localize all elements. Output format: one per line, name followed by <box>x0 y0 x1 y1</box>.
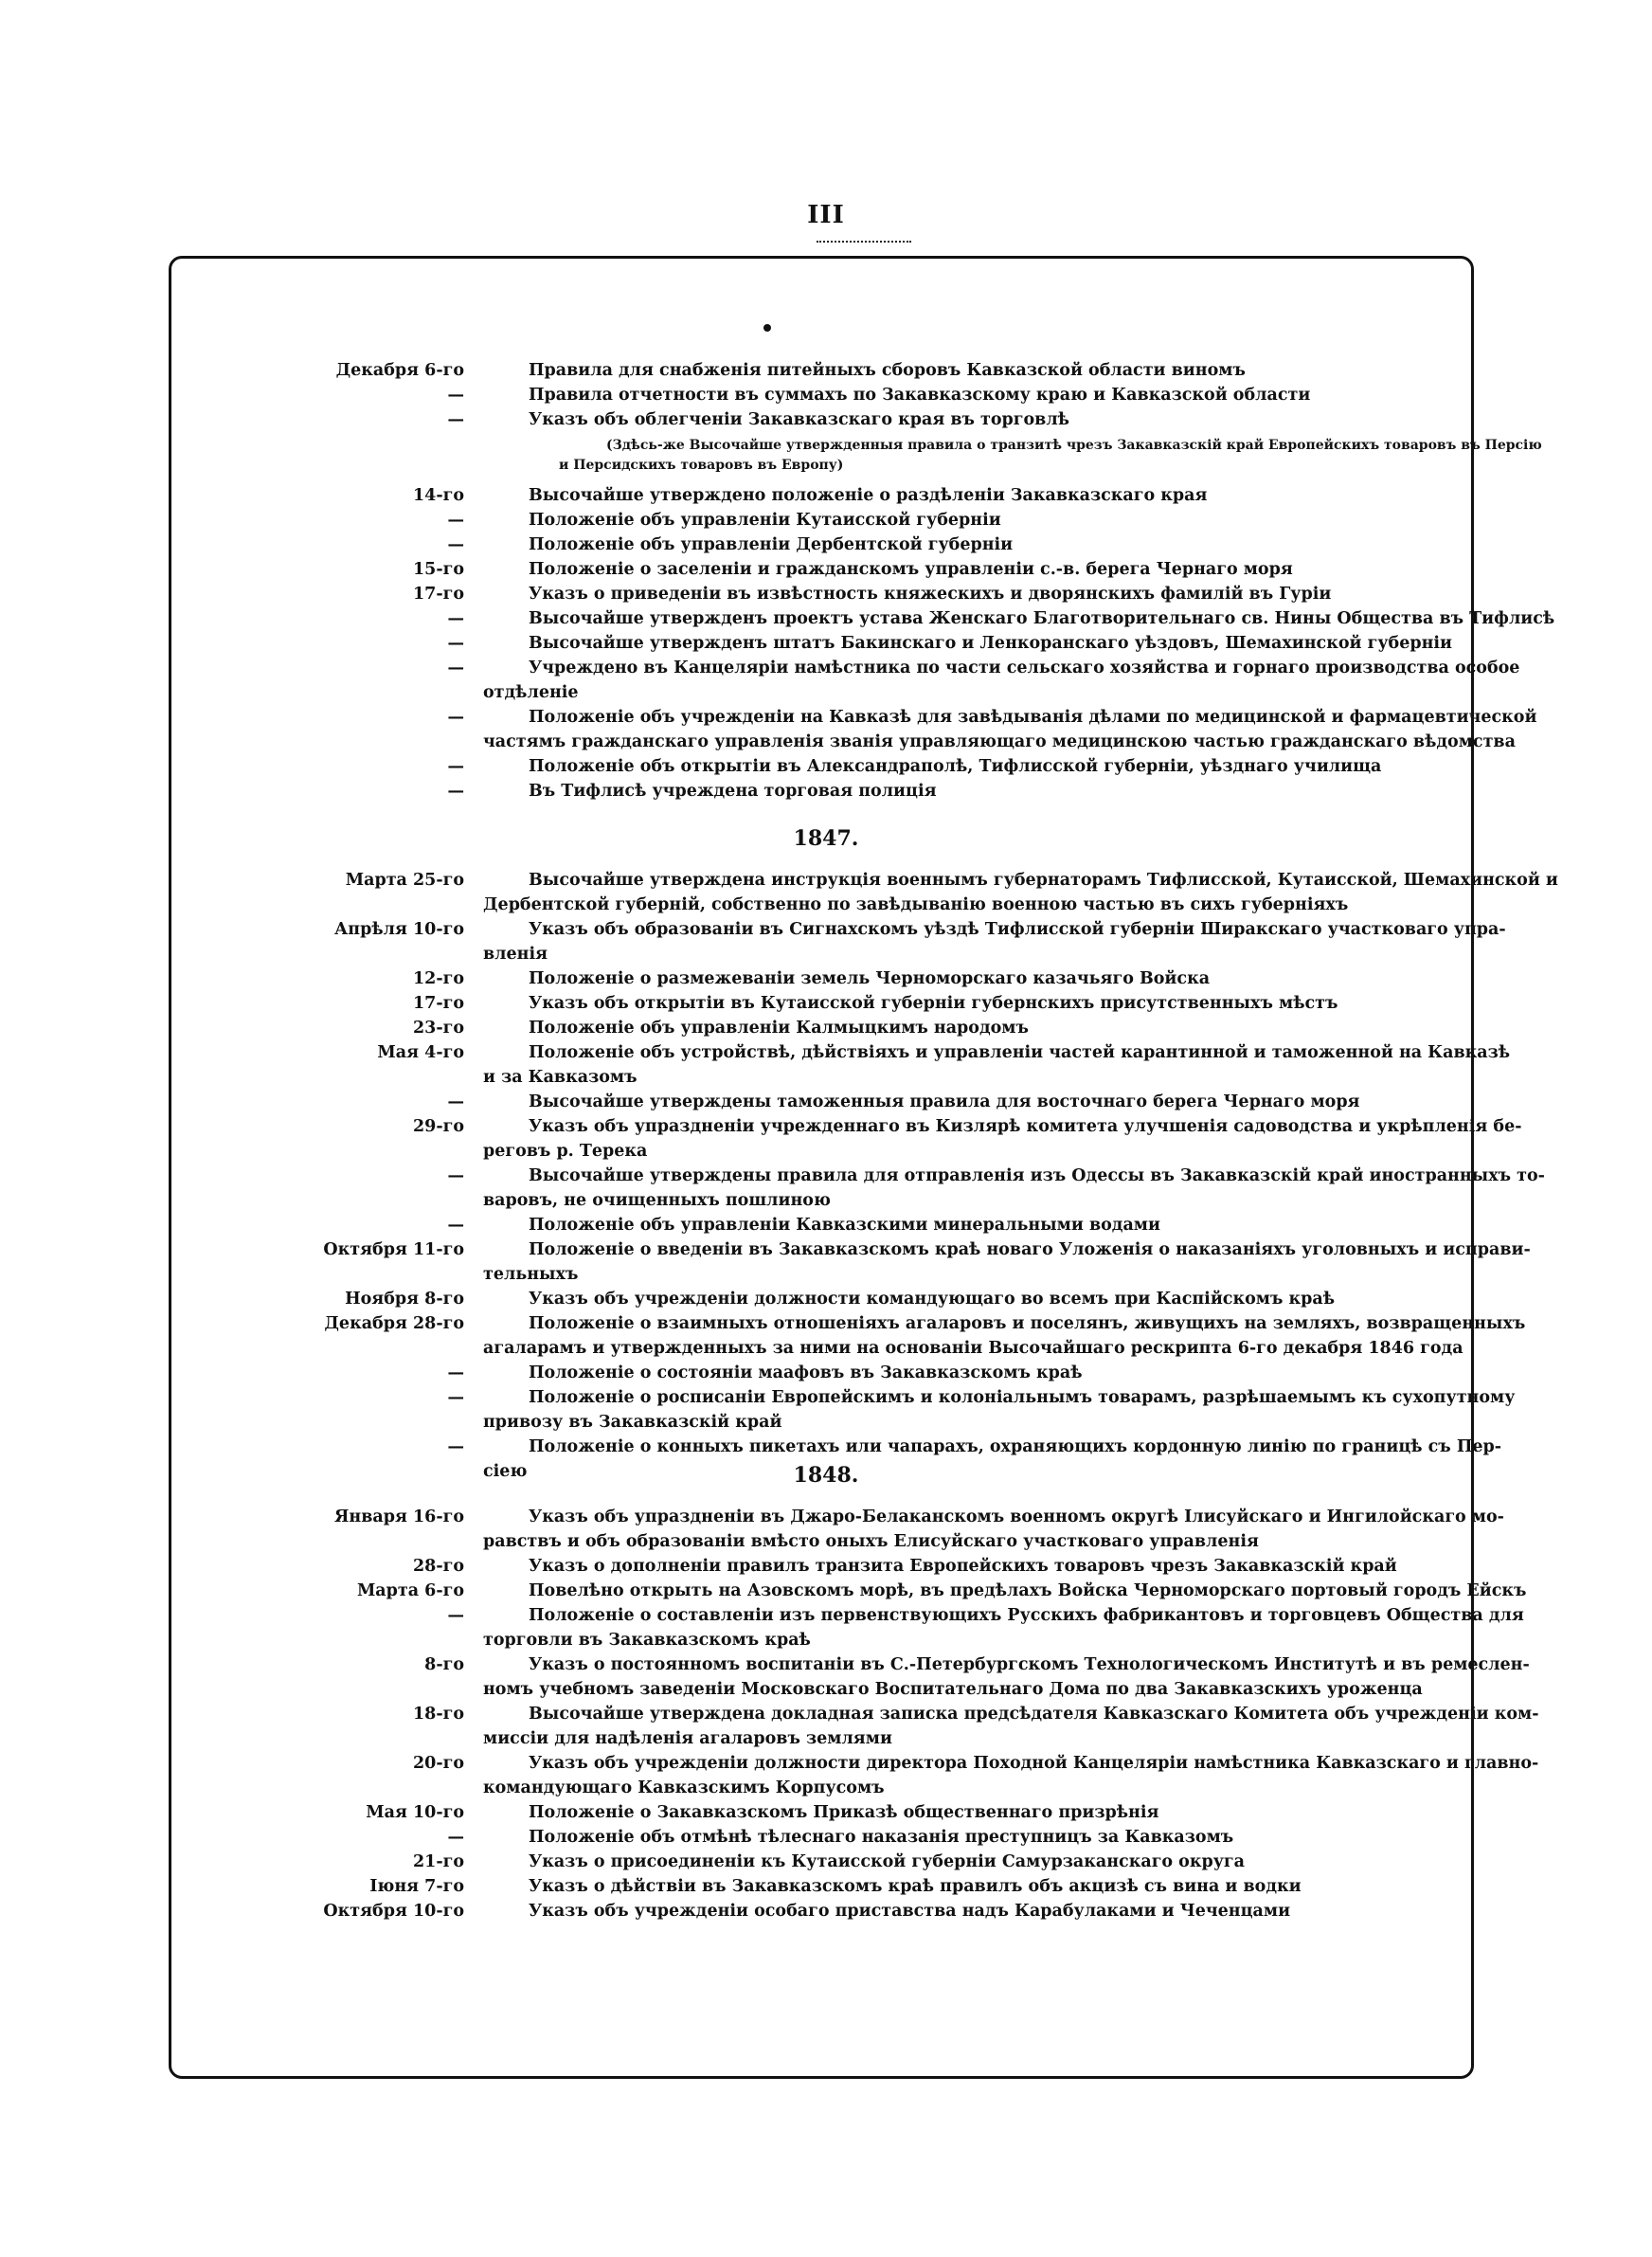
entry-text: Учреждено въ Канцеляріи намѣстника по части сельскаго хозяйства и горнаго производства особое <box>529 659 1520 677</box>
entry-text: Повелѣно открыть на Азовскомъ морѣ, въ предѣлахъ Войска Черноморскаго портовый городъ Ейскъ <box>529 1581 1527 1600</box>
entry-text-continuation: вленія <box>483 945 548 964</box>
entry-date: Октября 10-го <box>323 1902 464 1921</box>
entry-text: Указъ о присоединеніи къ Кутаисской губерніи Самурзаканскаго округа <box>529 1852 1245 1871</box>
entry-date: — <box>447 1606 464 1625</box>
entry-text-continuation: торговли въ Закавказскомъ краѣ <box>483 1631 811 1650</box>
entry-text-continuation: командующаго Кавказскимъ Корпусомъ <box>483 1779 885 1797</box>
entry-date: — <box>447 757 464 776</box>
entry-text: Положеніе объ открытіи въ Александраполѣ, Тифлисской губерніи, уѣзднаго училища <box>529 757 1382 776</box>
entry-text: Въ Тифлисѣ учреждена торговая полиція <box>529 782 937 801</box>
entry-text-continuation: привозу въ Закавказскій край <box>483 1413 782 1432</box>
entry-text: Положеніе объ управленіи Дербентской губерніи <box>529 535 1014 554</box>
entry-text-continuation: отдѣленіе <box>483 683 579 702</box>
entry-text-continuation: варовъ, не очищенныхъ пошлиною <box>483 1191 831 1210</box>
entry-date: Октября 11-го <box>323 1240 464 1259</box>
entry-date: — <box>447 511 464 530</box>
entry-date: 28-го <box>412 1557 464 1576</box>
entry-date: Мая 4-го <box>377 1043 464 1062</box>
entry-text: Положеніе объ управленіи Кутаисской губерніи <box>529 511 1001 530</box>
entry-text: Указъ объ упраздненіи въ Джаро-Белаканскомъ военномъ округѣ Ілисуйскаго и Ингилойскаго мо- <box>529 1508 1504 1526</box>
entry-date: — <box>447 1216 464 1235</box>
entry-date: — <box>447 782 464 801</box>
page-number-rule <box>817 235 911 243</box>
entry-text: Положеніе о Закавказскомъ Приказѣ общественнаго призрѣнія <box>529 1803 1159 1822</box>
decorative-bullet <box>763 324 771 332</box>
entry-text: Положеніе объ отмѣнѣ тѣлеснаго наказанія преступницъ за Кавказомъ <box>529 1828 1234 1847</box>
entry-text: Правила для снабженія питейныхъ сборовъ Кавказской области виномъ <box>529 361 1246 380</box>
entry-text-continuation: номъ учебномъ заведеніи Московскаго Воспитательнаго Дома по два Закавказскихъ уроженца <box>483 1680 1423 1699</box>
entry-date: 18-го <box>412 1705 464 1724</box>
entry-date: 20-го <box>412 1754 464 1773</box>
entry-text: Высочайше утверждено положеніе о раздѣленіи Закавказскаго края <box>529 486 1208 505</box>
entry-text: Указъ о дополненіи правилъ транзита Европейскихъ товаровъ чрезъ Закавказскій край <box>529 1557 1397 1576</box>
entry-date: 29-го <box>412 1117 464 1136</box>
entry-date: — <box>447 1828 464 1847</box>
entry-date: Декабря 6-го <box>335 361 464 380</box>
entry-date: 15-го <box>412 560 464 579</box>
entry-text: Положеніе о введеніи въ Закавказскомъ краѣ новаго Уложенія о наказаніяхъ уголовныхъ и исправи- <box>529 1240 1531 1259</box>
year-heading: 1847. <box>793 826 859 851</box>
entry-text: Указъ объ учрежденіи должности командующаго во всемъ при Каспійскомъ краѣ <box>529 1290 1335 1309</box>
entry-date: — <box>447 386 464 405</box>
entry-date: 23-го <box>412 1019 464 1038</box>
entry-text: Указъ объ учрежденіи особаго приставства надъ Карабулаками и Чеченцами <box>529 1902 1291 1921</box>
entry-date: Апрѣля 10-го <box>334 920 464 939</box>
entry-date: Марта 25-го <box>345 871 464 890</box>
entry-note: (Здѣсь-же Высочайше утвержденныя правила о транзитѣ чрезъ Закавказскій край Европейскихъ товаровъ въ Персію <box>606 438 1542 453</box>
entry-text: Высочайше утверждена докладная записка предсѣдателя Кавказскаго Комитета объ учрежденіи ком- <box>529 1705 1539 1724</box>
entry-date: Іюня 7-го <box>369 1877 464 1896</box>
entry-text: Положеніе о размежеваніи земель Черноморскаго казачьяго Войска <box>529 969 1211 988</box>
entry-date: 8-го <box>424 1655 464 1674</box>
entry-date: Ноября 8-го <box>345 1290 464 1309</box>
entry-text-continuation: и за Кавказомъ <box>483 1068 637 1087</box>
entry-text-continuation: сіею <box>483 1462 528 1481</box>
entry-text: Положеніе о росписаніи Европейскимъ и колоніальнымъ товарамъ, разрѣшаемымъ къ сухопутному <box>529 1388 1516 1407</box>
entry-text: Положеніе о состояніи маафовъ въ Закавказскомъ краѣ <box>529 1363 1083 1382</box>
entry-date: — <box>447 1388 464 1407</box>
entry-text: Положеніе объ устройствѣ, дѣйствіяхъ и управленіи частей карантинной и таможенной на Кавказѣ <box>529 1043 1511 1062</box>
entry-text-continuation: частямъ гражданскаго управленія званія управляющаго медицинскою частью гражданскаго вѣдомства <box>483 732 1516 751</box>
entry-date: — <box>447 659 464 677</box>
entry-text: Указъ о приведеніи въ извѣстность княжескихъ и дворянскихъ фамилій въ Гуріи <box>529 585 1332 604</box>
entry-date: — <box>447 634 464 653</box>
entry-text: Высочайше утверждена инструкція военнымъ губернаторамъ Тифлисской, Кутаисской, Шемахинской и <box>529 871 1558 890</box>
entry-date: — <box>447 1363 464 1382</box>
entry-date: Января 16-го <box>333 1508 464 1526</box>
entry-date: — <box>447 410 464 429</box>
entry-text: Указъ о дѣйствіи въ Закавказскомъ краѣ правилъ объ акцизѣ съ вина и водки <box>529 1877 1302 1896</box>
entry-text: Положеніе о заселеніи и гражданскомъ управленіи с.-в. берега Чернаго моря <box>529 560 1293 579</box>
entry-text: Положеніе объ учрежденіи на Кавказѣ для завѣдыванія дѣлами по медицинской и фармацевтической <box>529 708 1537 727</box>
entry-text-continuation: тельныхъ <box>483 1265 579 1284</box>
year-heading: 1848. <box>793 1463 859 1488</box>
entry-text: Положеніе объ управленіи Калмыцкимъ народомъ <box>529 1019 1029 1038</box>
entry-date: 21-го <box>412 1852 464 1871</box>
entry-date: — <box>447 1437 464 1456</box>
entry-date: 17-го <box>412 585 464 604</box>
entry-date: Декабря 28-го <box>324 1314 464 1333</box>
entry-text: Указъ о постоянномъ воспитаніи въ С.-Петербургскомъ Технологическомъ Институтѣ и въ ремеслен- <box>529 1655 1530 1674</box>
entry-text: Положеніе о конныхъ пикетахъ или чапарахъ, охраняющихъ кордонную линію по границѣ съ Пер- <box>529 1437 1501 1456</box>
entry-text: Указъ объ образованіи въ Сигнахскомъ уѣздѣ Тифлисской губерніи Ширакскаго участковаго упра- <box>529 920 1506 939</box>
entry-date: — <box>447 1166 464 1185</box>
entry-text: Правила отчетности въ суммахъ по Закавказскому краю и Кавказской области <box>529 386 1311 405</box>
entry-text: Указъ объ облегченіи Закавказскаго края въ торговлѣ <box>529 410 1069 429</box>
entry-date: 17-го <box>412 994 464 1013</box>
entry-text: Указъ объ открытіи въ Кутаисской губерніи губернскихъ присутственныхъ мѣстъ <box>529 994 1338 1013</box>
entry-date: 14-го <box>412 486 464 505</box>
entry-date: — <box>447 708 464 727</box>
entry-text: Высочайше утвержденъ проектъ устава Женскаго Благотворительнаго св. Нины Общества въ Тифлисѣ <box>529 609 1555 628</box>
entry-text-continuation: агаларамъ и утвержденныхъ за ними на основаніи Высочайшаго рескрипта 6-го декабря 1846 года <box>483 1339 1463 1358</box>
entry-text-continuation: реговъ р. Терека <box>483 1142 648 1161</box>
entry-text: Указъ объ упраздненіи учрежденнаго въ Кизлярѣ комитета улучшенія садоводства и укрѣпленія бе- <box>529 1117 1522 1136</box>
entry-date: 12-го <box>412 969 464 988</box>
entry-date: — <box>447 1092 464 1111</box>
entry-text: Высочайше утверждены правила для отправленія изъ Одессы въ Закавказскій край иностранныхъ то- <box>529 1166 1545 1185</box>
entry-text: Высочайше утверждены таможенныя правила для восточнаго берега Чернаго моря <box>529 1092 1360 1111</box>
entry-date: — <box>447 609 464 628</box>
entry-date: — <box>447 535 464 554</box>
page-number: III <box>807 201 845 229</box>
entry-text-continuation: равствъ и объ образованіи вмѣсто оныхъ Елисуйскаго участковаго управленія <box>483 1532 1259 1551</box>
entry-text: Положеніе о взаимныхъ отношеніяхъ агаларовъ и поселянъ, живущихъ на земляхъ, возвращенныхъ <box>529 1314 1526 1333</box>
entry-text: Высочайше утвержденъ штатъ Бакинскаго и Ленкоранскаго уѣздовъ, Шемахинской губерніи <box>529 634 1453 653</box>
entry-note: и Персидскихъ товаровъ въ Европу) <box>559 458 844 473</box>
entry-date: Мая 10-го <box>366 1803 464 1822</box>
entry-text-continuation: миссіи для надѣленія агаларовъ землями <box>483 1729 892 1748</box>
entry-text: Положеніе объ управленіи Кавказскими минеральными водами <box>529 1216 1160 1235</box>
entry-text: Указъ объ учрежденіи должности директора Походной Канцеляріи намѣстника Кавказскаго и главно- <box>529 1754 1539 1773</box>
entry-text: Положеніе о составленіи изъ первенствующихъ Русскихъ фабрикантовъ и торговцевъ Общества для <box>529 1606 1524 1625</box>
entry-date: Марта 6-го <box>356 1581 464 1600</box>
entry-text-continuation: Дербентской губерній, собственно по завѣдыванію военною частью въ сихъ губерніяхъ <box>483 895 1349 914</box>
